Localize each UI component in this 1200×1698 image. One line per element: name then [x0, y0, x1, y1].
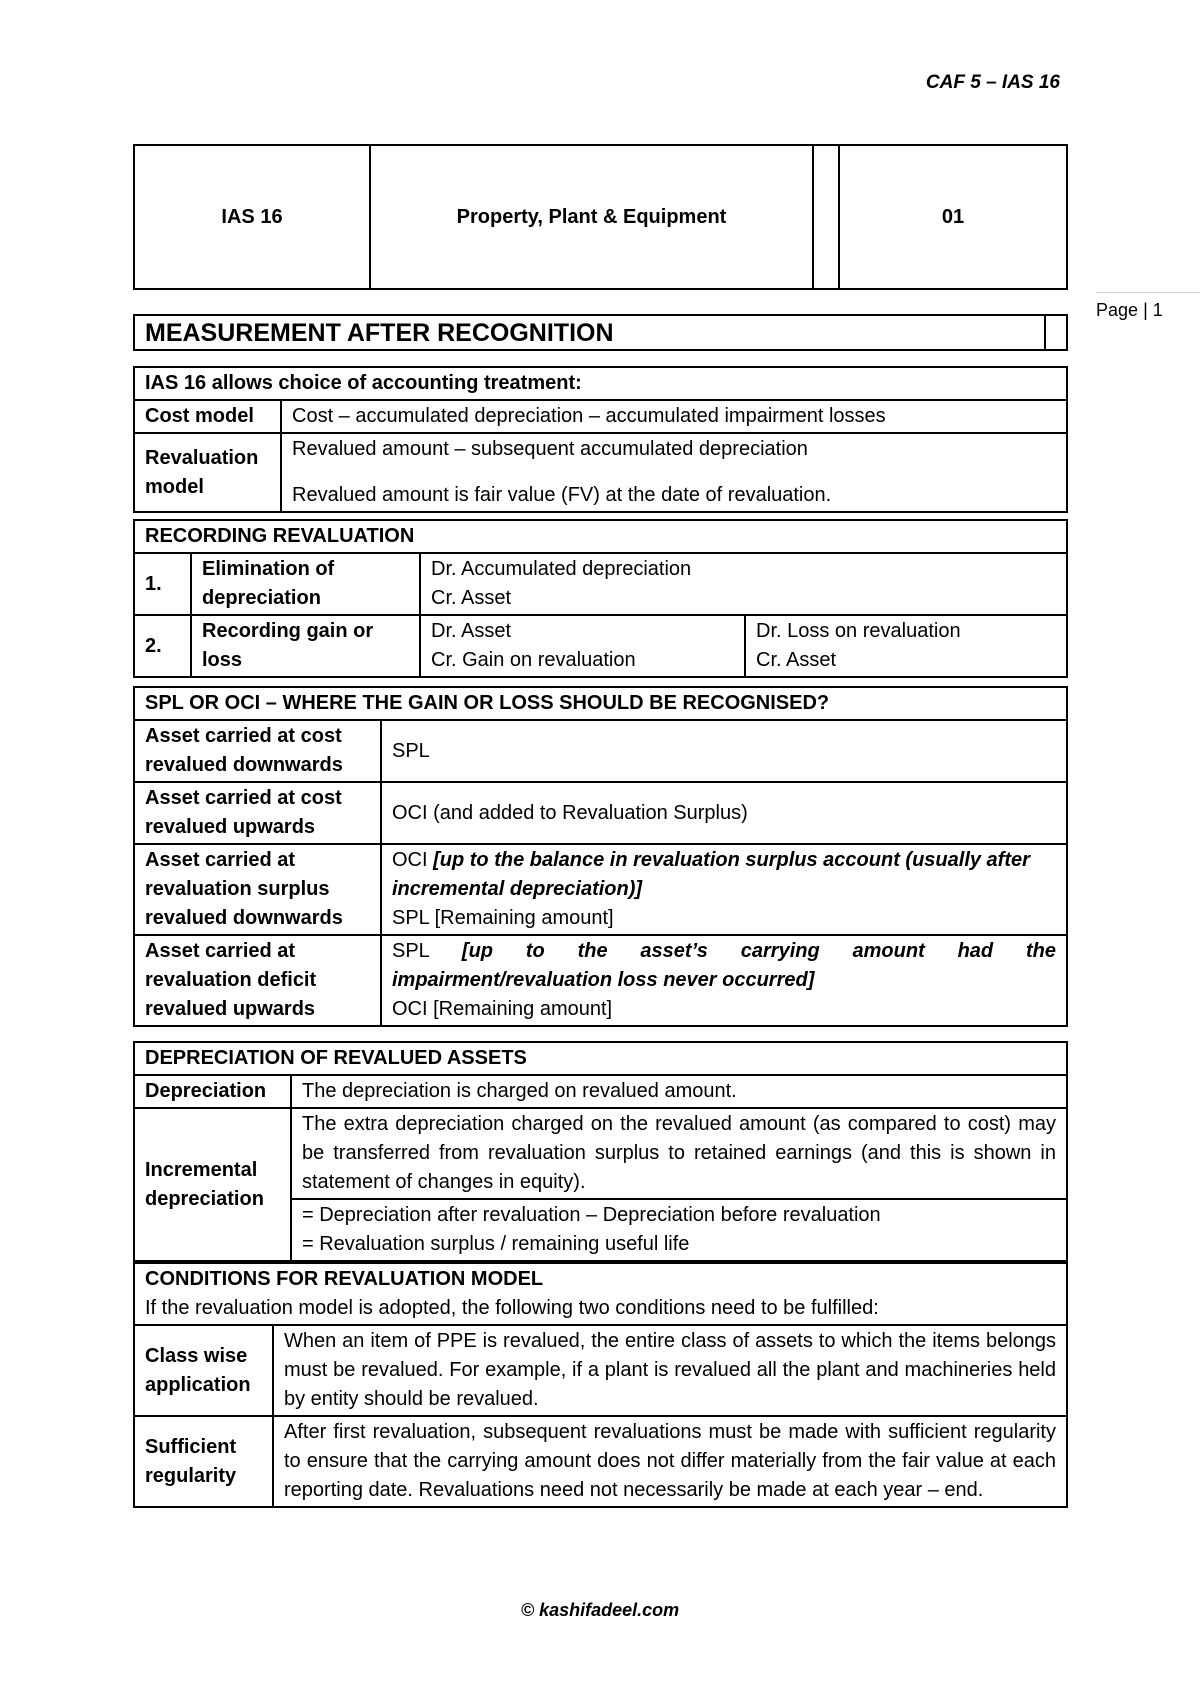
- entry-debit: Dr. Loss on revaluation: [756, 620, 961, 642]
- chapter-number: 01: [839, 145, 1067, 289]
- title-block: [133, 144, 1068, 290]
- journal-entry-gain: [420, 615, 745, 677]
- entry-credit: Cr. Gain on revaluation: [431, 649, 636, 671]
- spl-oci-text: [381, 935, 1067, 1026]
- page-label: Page: [1096, 300, 1139, 320]
- spl-oci-prefix: SPL: [392, 940, 430, 962]
- section-banner: [133, 314, 1068, 351]
- spl-oci-label: Asset carried at revaluation surplus revalued downwards: [134, 844, 381, 935]
- spl-oci-heading: SPL OR OCI – WHERE THE GAIN OR LOSS SHOULD BE RECOGNISED?: [134, 687, 1067, 720]
- row-label: Recording gain or loss: [191, 615, 420, 677]
- entry-credit: Cr. Asset: [756, 649, 837, 671]
- spl-oci-text: SPL: [381, 720, 1067, 782]
- page-title: Property, Plant & Equipment: [370, 145, 813, 289]
- recording-revaluation-heading: RECORDING REVALUATION: [134, 520, 1067, 553]
- revaluation-line-1: Revalued amount – subsequent accumulated depreciation: [292, 438, 808, 460]
- banner-bar: [1044, 316, 1046, 349]
- spl-oci-remaining: OCI [Remaining amount]: [392, 998, 613, 1020]
- condition-label: Sufficient regularity: [134, 1416, 273, 1507]
- footer-copyright: © kashifadeel.com: [520, 1600, 680, 1620]
- conditions-table: [133, 1262, 1068, 1508]
- spl-oci-prefix: OCI: [392, 849, 428, 871]
- depreciation-heading: DEPRECIATION OF REVALUED ASSETS: [134, 1042, 1067, 1075]
- row-number: 1.: [134, 553, 191, 615]
- revaluation-model-label: Revaluation model: [134, 433, 281, 512]
- page-rule: [1096, 292, 1200, 293]
- revaluation-model-cell: [281, 433, 1067, 512]
- spl-oci-note: [up to the asset’s carrying amount had the impairment/revaluation loss never occurred]: [392, 940, 1056, 991]
- page-number-block: [1096, 300, 1163, 321]
- conditions-heading: CONDITIONS FOR REVALUATION MODEL: [145, 1268, 544, 1290]
- standard-code: IAS 16: [134, 145, 370, 289]
- spl-oci-text: OCI (and added to Revaluation Surplus): [381, 782, 1067, 844]
- depreciation-label: Depreciation: [134, 1075, 291, 1108]
- page-number: 1: [1152, 300, 1163, 320]
- row-label: Elimination of depreciation: [191, 553, 420, 615]
- depreciation-table: [133, 1041, 1068, 1262]
- accounting-treatment-table: [133, 366, 1068, 513]
- page-separator: |: [1143, 300, 1148, 320]
- spl-oci-label: Asset carried at revaluation deficit revalued upwards: [134, 935, 381, 1026]
- formula-line-1: = Depreciation after revaluation – Depreciation before revaluation: [302, 1204, 881, 1226]
- spl-oci-remaining: SPL [Remaining amount]: [392, 907, 614, 929]
- recording-revaluation-table: [133, 519, 1068, 678]
- formula-line-2: = Revaluation surplus / remaining useful life: [302, 1233, 690, 1255]
- spl-oci-label: Asset carried at cost revalued upwards: [134, 782, 381, 844]
- cost-model-label: Cost model: [134, 400, 281, 433]
- incremental-depreciation-formula: [291, 1199, 1067, 1261]
- condition-label: Class wise application: [134, 1325, 273, 1416]
- depreciation-text: The depreciation is charged on revalued amount.: [291, 1075, 1067, 1108]
- entry-credit: Cr. Asset: [431, 587, 512, 609]
- spl-oci-text: [381, 844, 1067, 935]
- incremental-depreciation-text: The extra depreciation charged on the revalued amount (as compared to cost) may be transferred from revaluation surplus to retained earnings (and this is shown in statement of changes in equity).: [291, 1108, 1067, 1199]
- entry-debit: Dr. Accumulated depreciation: [431, 558, 692, 580]
- entry-debit: Dr. Asset: [431, 620, 512, 642]
- spl-oci-note: [up to the balance in revaluation surplus account (usually after incremental depreciation)]: [392, 849, 1030, 900]
- header-code: CAF 5 – IAS 16: [925, 72, 1060, 93]
- revaluation-line-2: Revalued amount is fair value (FV) at the date of revaluation.: [292, 484, 832, 506]
- conditions-intro: If the revaluation model is adopted, the following two conditions need to be fulfilled:: [145, 1297, 879, 1319]
- spl-oci-label: Asset carried at cost revalued downwards: [134, 720, 381, 782]
- cost-model-text: Cost – accumulated depreciation – accumulated impairment losses: [281, 400, 1067, 433]
- title-divider: [813, 145, 839, 289]
- accounting-treatment-heading: IAS 16 allows choice of accounting treatment:: [134, 367, 1067, 400]
- section-heading: MEASUREMENT AFTER RECOGNITION: [145, 319, 614, 347]
- incremental-depreciation-label: Incremental depreciation: [134, 1108, 291, 1261]
- condition-text: When an item of PPE is revalued, the entire class of assets to which the items belongs must be revalued. For example, if a plant is revalued all the plant and machineries held by entity should be revalued.: [273, 1325, 1067, 1416]
- condition-text: After first revaluation, subsequent revaluations must be made with sufficient regularity to ensure that the carrying amount does not differ materially from the fair value at each reporting date. Revaluations need not necessarily be made at each year – end.: [273, 1416, 1067, 1507]
- spl-oci-table: [133, 686, 1068, 1027]
- conditions-header-cell: [134, 1263, 1067, 1325]
- row-number: 2.: [134, 615, 191, 677]
- journal-entry-loss: [745, 615, 1067, 677]
- journal-entry: [420, 553, 1067, 615]
